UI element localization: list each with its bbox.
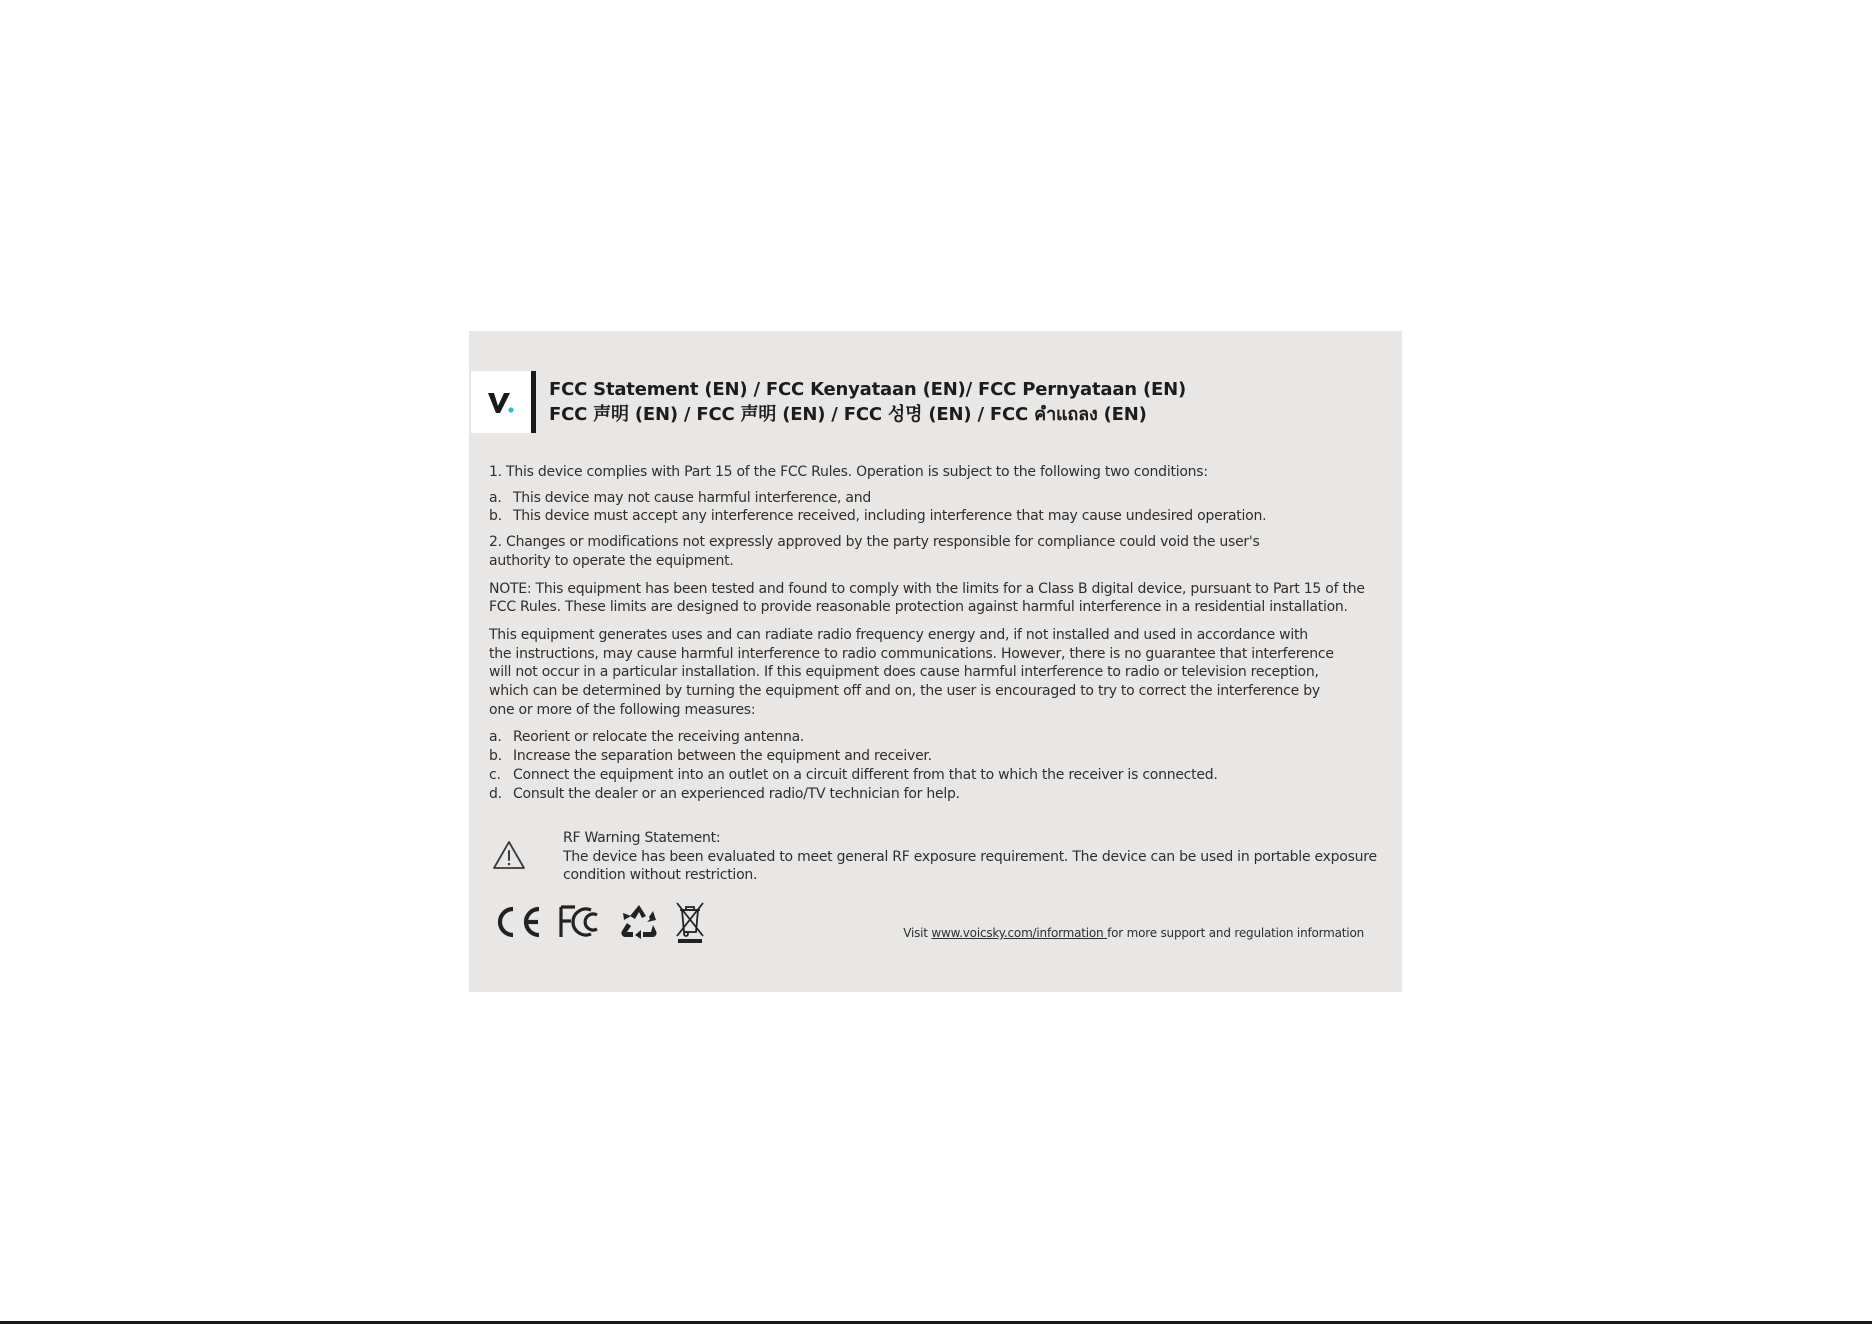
information-link[interactable]: www.voicsky.com/information — [931, 926, 1108, 940]
conditions-list — [489, 489, 1389, 526]
list-marker: c. — [489, 766, 501, 783]
interference-line-4: which can be determined by turning the equipment off and on, the user is encouraged to try to correct the interference by — [489, 683, 1320, 700]
measures-list — [489, 728, 1389, 803]
interference-line-1: This equipment generates uses and can radiate radio frequency energy and, if not installed and used in accordance with — [489, 626, 1308, 643]
weee-bin-icon — [673, 900, 707, 944]
rf-warning-line-1: The device has been evaluated to meet general RF exposure requirement. The device can be used in portable exposure — [563, 848, 1377, 865]
title-divider — [531, 371, 536, 433]
note-line-1: NOTE: This equipment has been tested and found to comply with the limits for a Class B digital device, pursuant to Part 15 of the — [489, 580, 1365, 597]
interference-line-2: the instructions, may cause harmful interference to radio communications. However, there is no guarantee that interference — [489, 645, 1334, 662]
fcc-statement-card — [469, 331, 1402, 992]
list-marker: d. — [489, 785, 502, 802]
title-line-2: FCC 声明 (EN) / FCC 声明 (EN) / FCC 성명 (EN) / FCC คำแถลง (EN) — [549, 404, 1147, 425]
ce-mark-icon — [491, 904, 543, 940]
list-marker: a. — [489, 489, 502, 506]
list-item-text: Consult the dealer or an experienced radio/TV technician for help. — [513, 785, 960, 802]
list-item-text: Increase the separation between the equipment and receiver. — [513, 748, 932, 765]
page-title — [549, 377, 1186, 427]
fcc-mark-icon — [557, 903, 605, 941]
statement-body — [489, 463, 1389, 803]
brand-logo — [471, 371, 531, 433]
list-item-text: Connect the equipment into an outlet on a circuit different from that to which the receiver is connected. — [513, 766, 1218, 783]
rf-warning-heading: RF Warning Statement: — [563, 830, 721, 846]
interference-line-5: one or more of the following measures: — [489, 701, 756, 718]
visit-prefix: Visit — [903, 926, 932, 940]
list-item-text: This device must accept any interference received, including interference that may cause undesired operation. — [513, 508, 1267, 525]
support-info — [903, 926, 1364, 940]
modifications-line-1: 2. Changes or modifications not expressly approved by the party responsible for compliance could void the user's — [489, 534, 1260, 551]
title-line-1: FCC Statement (EN) / FCC Kenyataan (EN)/ FCC Pernyataan (EN) — [549, 379, 1186, 400]
list-item — [489, 766, 1389, 785]
visit-suffix: for more support and regulation information — [1107, 926, 1364, 940]
list-marker: b. — [489, 508, 502, 525]
list-marker: a. — [489, 729, 502, 746]
note-line-2: FCC Rules. These limits are designed to provide reasonable protection against harmful interference in a residential installation. — [489, 599, 1348, 616]
list-item — [489, 489, 1389, 508]
list-item — [489, 747, 1389, 766]
interference-line-3: will not occur in a particular installation. If this equipment does cause harmful interference to radio or television reception, — [489, 664, 1319, 681]
list-item-text: Reorient or relocate the receiving antenna. — [513, 729, 805, 746]
list-item-text: This device may not cause harmful interference, and — [513, 489, 871, 506]
recycle-icon — [619, 902, 659, 942]
list-marker: b. — [489, 748, 502, 765]
list-item — [489, 728, 1389, 747]
rf-warning-text — [563, 829, 1377, 885]
rf-warning — [489, 829, 1389, 889]
modifications-line-2: authority to operate the equipment. — [489, 552, 734, 569]
list-item — [489, 785, 1389, 804]
list-item — [489, 507, 1389, 526]
warning-triangle-icon — [491, 839, 527, 875]
certification-marks — [491, 900, 707, 944]
rf-warning-line-2: condition without restriction. — [563, 867, 758, 884]
compliance-paragraph: 1. This device complies with Part 15 of the FCC Rules. Operation is subject to the following two conditions: — [489, 464, 1208, 480]
